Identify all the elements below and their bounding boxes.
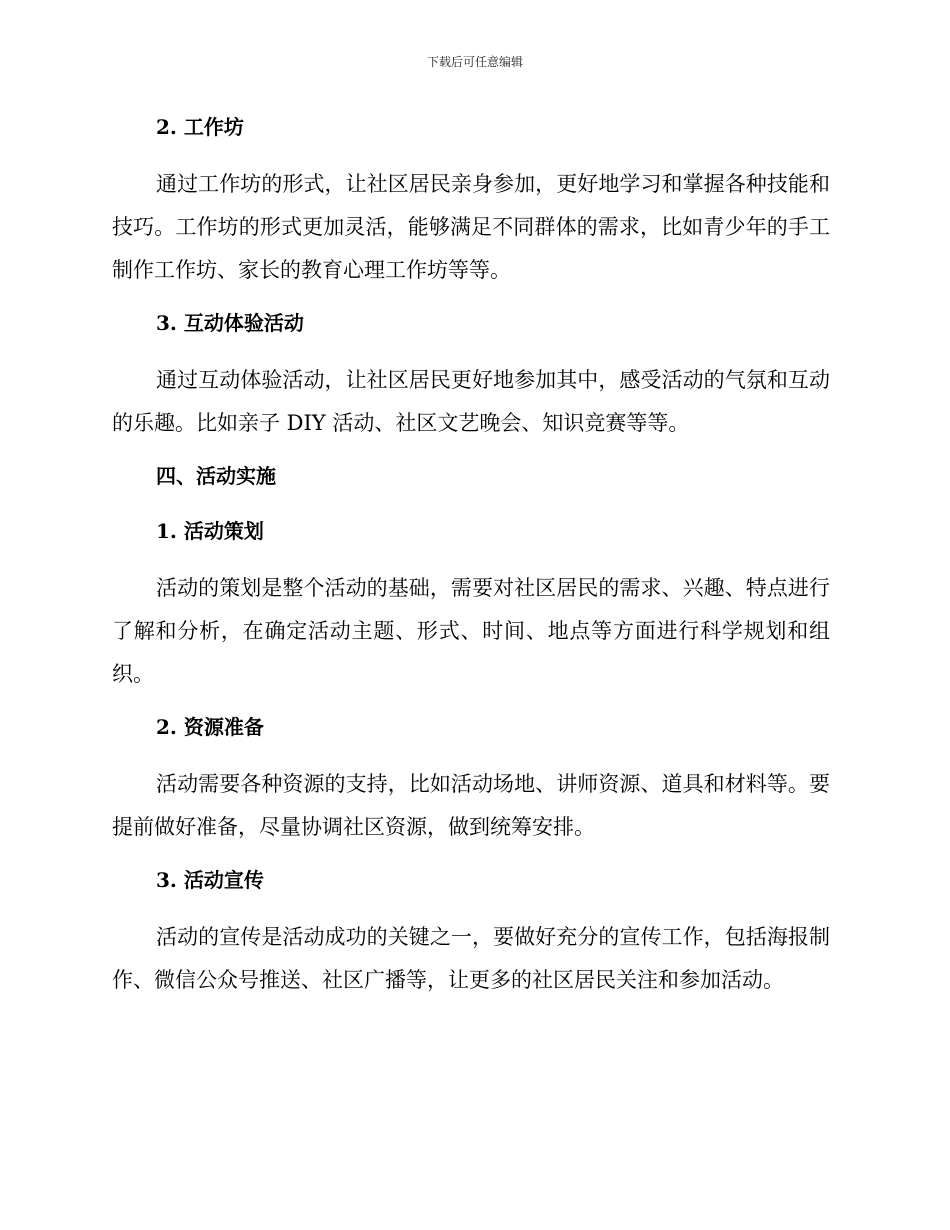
section-heading-interactive: 3. 互动体验活动 — [156, 311, 304, 335]
section-heading-promotion: 3. 活动宣传 — [156, 868, 264, 892]
section-paragraph-workshop: 通过工作坊的形式，让社区居民亲身参加，更好地学习和掌握各种技能和技巧。工作坊的形式更加灵活，能够满足不同群体的需求，比如青少年的手工制作工作坊、家长的教育心理工作坊等等。 — [112, 172, 830, 282]
header-note: 下载后可任意编辑 — [426, 55, 523, 69]
chapter-heading-implementation: 四、活动实施 — [156, 464, 276, 488]
section-heading-workshop: 2. 工作坊 — [156, 115, 244, 139]
document-body — [112, 108, 830, 1014]
section-paragraph-resources: 活动需要各种资源的支持，比如活动场地、讲师资源、道具和材料等。要提前做好准备，尽量协调社区资源，做到统筹安排。 — [112, 772, 830, 839]
section-paragraph-promotion: 活动的宣传是活动成功的关键之一，要做好充分的宣传工作，包括海报制作、微信公众号推送、社区广播等，让更多的社区居民关注和参加活动。 — [112, 925, 830, 992]
section-paragraph-planning: 活动的策划是整个活动的基础，需要对社区居民的需求、兴趣、特点进行了解和分析，在确定活动主题、形式、时间、地点等方面进行科学规划和组织。 — [112, 576, 830, 686]
section-heading-planning: 1. 活动策划 — [156, 519, 264, 543]
section-paragraph-interactive: 通过互动体验活动，让社区居民更好地参加其中，感受活动的气氛和互动的乐趣。比如亲子 DIY 活动、社区文艺晚会、知识竞赛等等。 — [112, 368, 830, 435]
section-heading-resources: 2. 资源准备 — [156, 715, 264, 739]
